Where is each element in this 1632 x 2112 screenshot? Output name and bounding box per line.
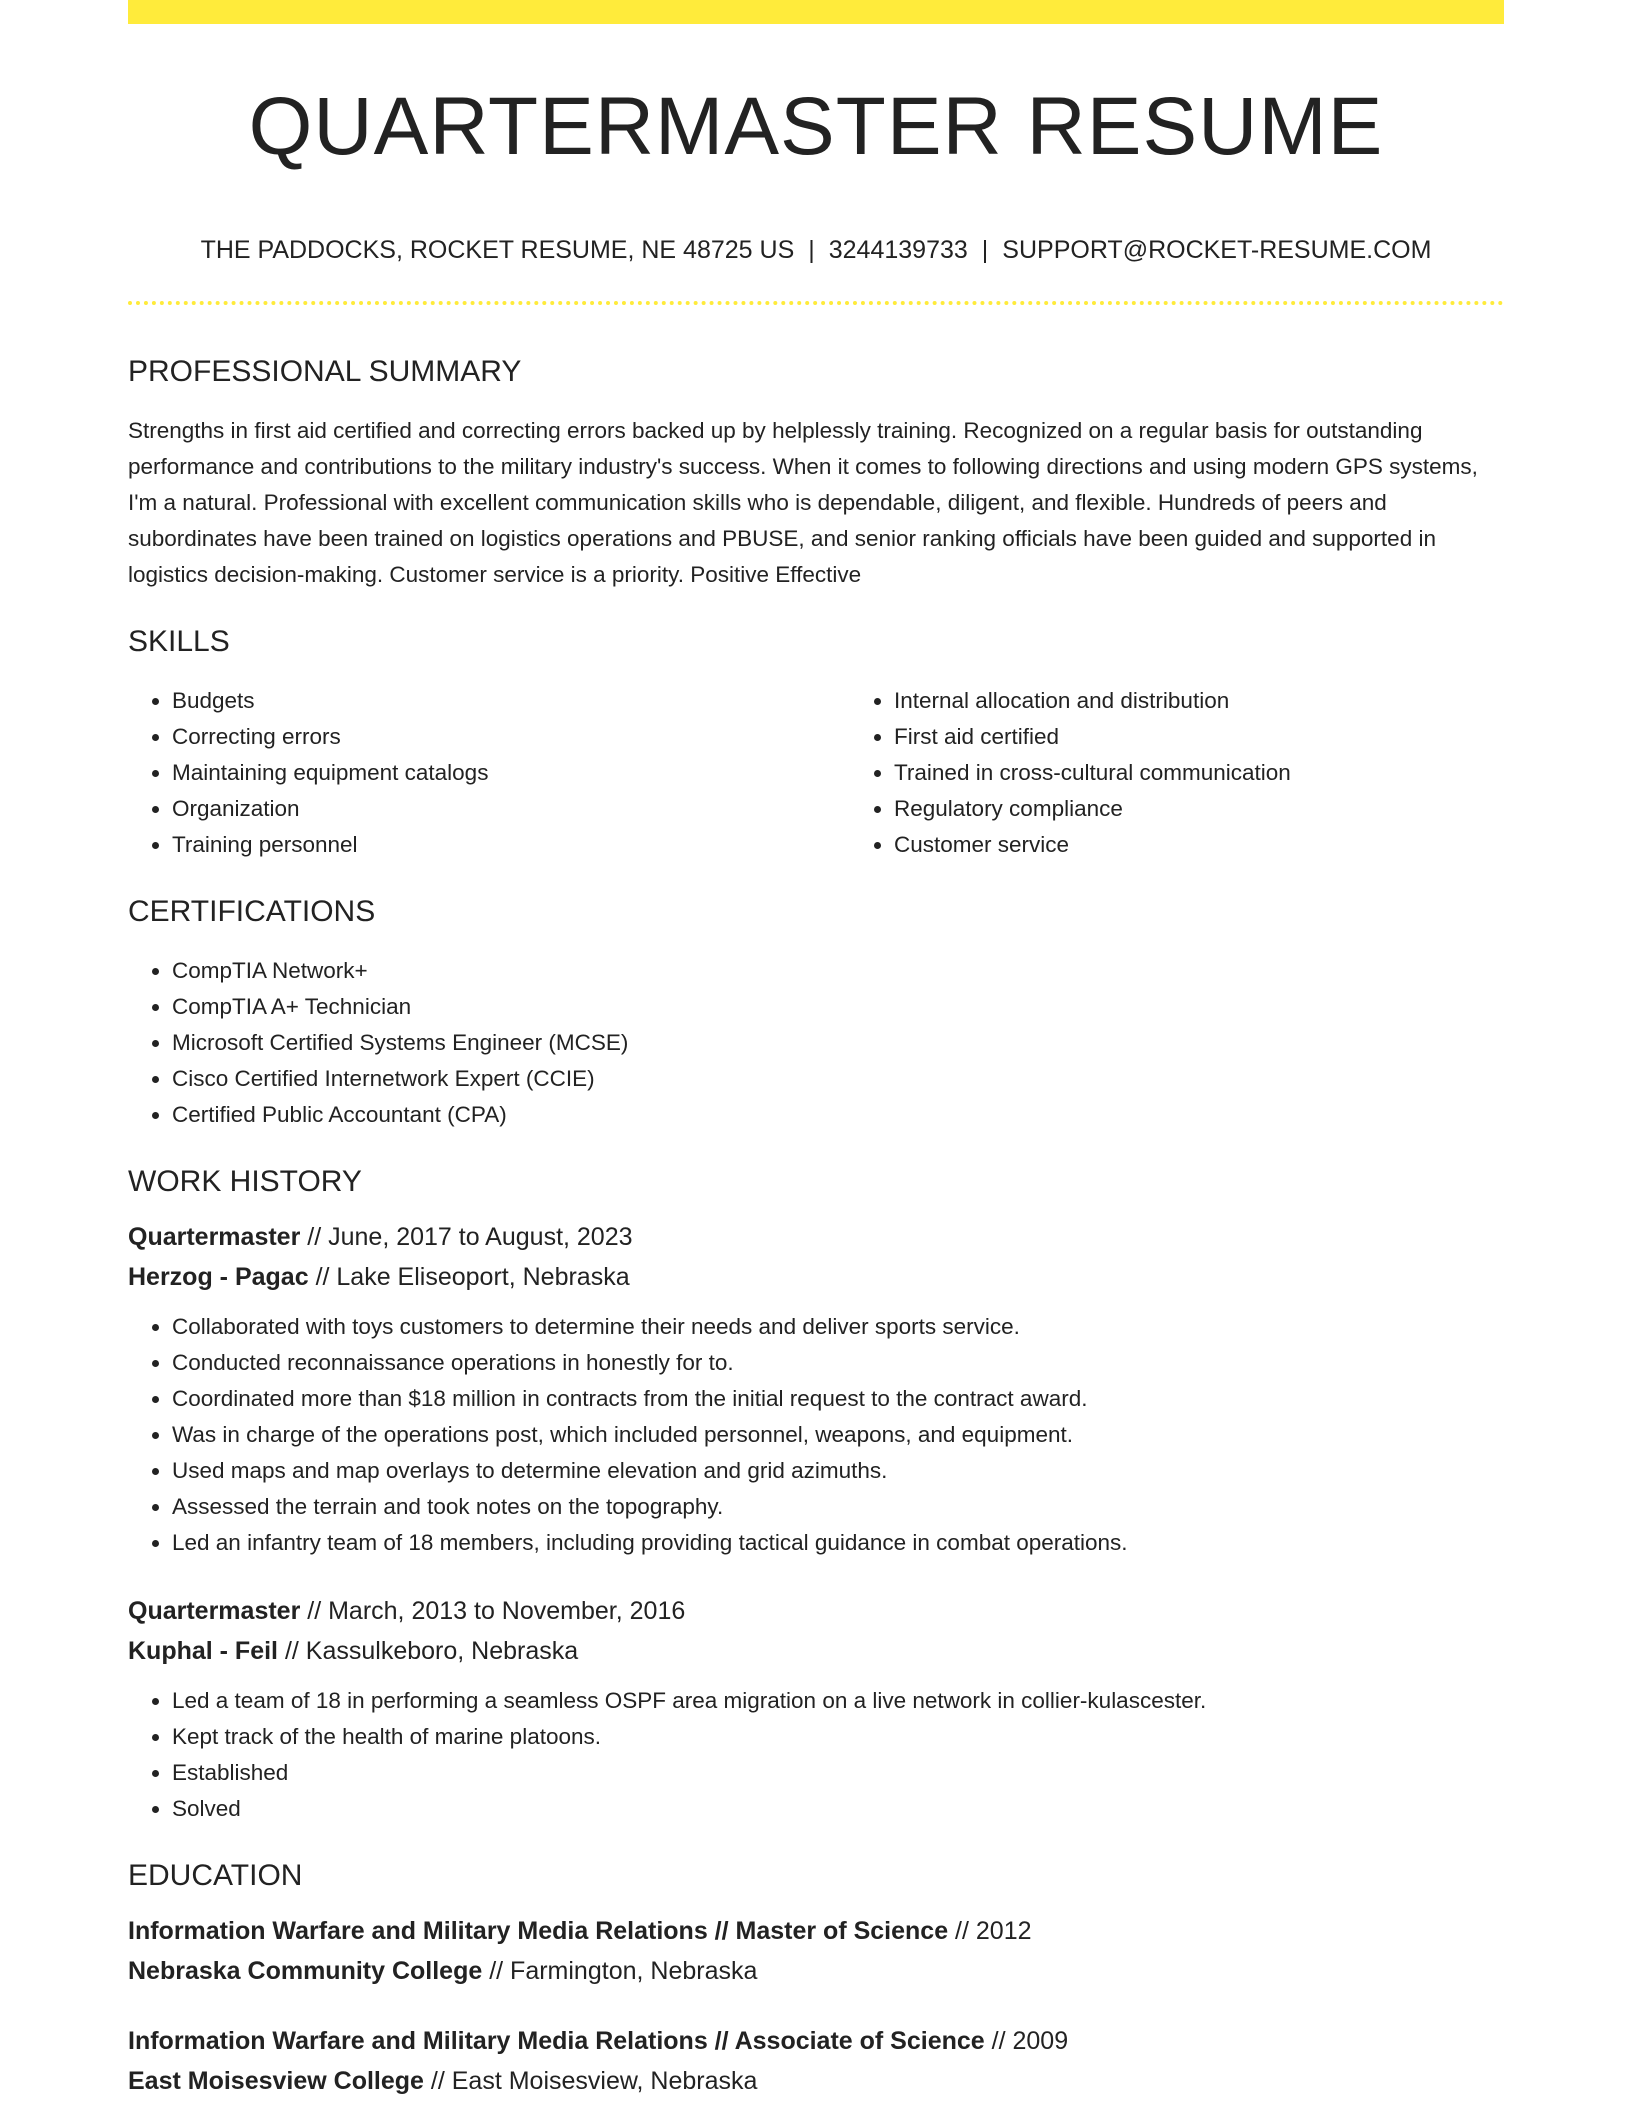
job-company-line	[128, 1631, 1504, 1671]
skills-heading: SKILLS	[128, 625, 230, 658]
education-location: // East Moisesview, Nebraska	[430, 2067, 758, 2095]
job-bullet: • Collaborated with toys customers to determine their needs and deliver sports service.	[172, 1309, 1504, 1345]
job-bullet: • Led an infantry team of 18 members, including providing tactical guidance in combat operations.	[172, 1525, 1504, 1561]
contact-phone: 3244139733	[828, 236, 968, 264]
certification-item: • Certified Public Accountant (CPA)	[172, 1097, 1504, 1133]
skills-list-left	[128, 683, 850, 863]
certification-item: • Microsoft Certified Systems Engineer (MCSE)	[172, 1025, 1504, 1061]
job-bullet: • Led a team of 18 in performing a seamless OSPF area migration on a live network in collier-kulascester.	[172, 1683, 1504, 1719]
job-bullet: • Established	[172, 1755, 1504, 1791]
education-year: // 2009	[991, 2027, 1069, 2055]
certifications-list	[128, 953, 1504, 1133]
summary-heading: PROFESSIONAL SUMMARY	[128, 355, 522, 388]
job-title-line	[128, 1591, 1504, 1631]
job-title-line	[128, 1217, 1504, 1257]
job-company: Herzog - Pagac	[128, 1263, 309, 1291]
education-school-line	[128, 2061, 1504, 2101]
resume-page	[128, 0, 1504, 2101]
job-company: Kuphal - Feil	[128, 1637, 278, 1665]
certification-item: • Cisco Certified Internetwork Expert (CCIE)	[172, 1061, 1504, 1097]
skills-list-right	[850, 683, 1572, 863]
accent-top-bar	[128, 0, 1504, 24]
job-entry	[128, 1591, 1504, 1827]
job-company-line	[128, 1257, 1504, 1297]
contact-line	[128, 238, 1504, 263]
education-section	[128, 1861, 1504, 2101]
skills-columns	[128, 683, 1504, 863]
education-entry	[128, 2021, 1504, 2101]
job-dates: // March, 2013 to November, 2016	[307, 1597, 686, 1625]
job-bullets	[128, 1309, 1504, 1561]
skills-section	[128, 627, 1504, 863]
summary-text: Strengths in first aid certified and correcting errors backed up by helplessly training. Recognized on a regular basis for outstanding performance and contributions to the military industry's success. When it comes to following directions and using modern GPS systems, I'm a natural. Professional with excellent communication skills who is dependable, diligent, and flexible. Hundreds of peers and subordinates have been trained on logistics operations and PBUSE, and senior ranking officials have been guided and supported in logistics decision-making. Customer service is a priority. Positive Effective	[128, 418, 1478, 587]
skill-item: • Internal allocation and distribution	[894, 683, 1572, 719]
education-degree-line	[128, 2021, 1504, 2061]
skill-item: • First aid certified	[894, 719, 1572, 755]
certification-item: • CompTIA A+ Technician	[172, 989, 1504, 1025]
skill-item: • Trained in cross-cultural communication	[894, 755, 1572, 791]
contact-separator: |	[981, 236, 989, 264]
job-bullet: • Was in charge of the operations post, which included personnel, weapons, and equipment.	[172, 1417, 1504, 1453]
skill-item: • Organization	[172, 791, 850, 827]
job-role: Quartermaster	[128, 1223, 301, 1251]
certifications-heading: CERTIFICATIONS	[128, 895, 376, 928]
education-degree: Information Warfare and Military Media Relations // Master of Science	[128, 1917, 949, 1945]
skill-item: • Budgets	[172, 683, 850, 719]
job-dates: // June, 2017 to August, 2023	[307, 1223, 633, 1251]
certification-item: • CompTIA Network+	[172, 953, 1504, 989]
skill-item: • Correcting errors	[172, 719, 850, 755]
certifications-section	[128, 897, 1504, 1133]
education-degree-line	[128, 1911, 1504, 1951]
education-school: Nebraska Community College	[128, 1957, 483, 1985]
job-location: // Lake Eliseoport, Nebraska	[315, 1263, 630, 1291]
job-entry	[128, 1217, 1504, 1561]
skill-item: • Customer service	[894, 827, 1572, 863]
job-bullet: • Kept track of the health of marine platoons.	[172, 1719, 1504, 1755]
dotted-divider	[128, 301, 1504, 305]
summary-section	[128, 357, 1504, 593]
skill-item: • Regulatory compliance	[894, 791, 1572, 827]
education-location: // Farmington, Nebraska	[489, 1957, 758, 1985]
contact-address: THE PADDOCKS, ROCKET RESUME, NE 48725 US	[200, 236, 795, 264]
education-school: East Moisesview College	[128, 2067, 424, 2095]
job-location: // Kassulkeboro, Nebraska	[284, 1637, 579, 1665]
education-heading: EDUCATION	[128, 1859, 303, 1892]
job-role: Quartermaster	[128, 1597, 301, 1625]
job-bullet: • Solved	[172, 1791, 1504, 1827]
education-year: // 2012	[955, 1917, 1032, 1945]
resume-title: QUARTERMASTER RESUME	[248, 81, 1384, 172]
skill-item: • Training personnel	[172, 827, 850, 863]
contact-email: SUPPORT@ROCKET-RESUME.COM	[1002, 236, 1432, 264]
education-degree: Information Warfare and Military Media Relations // Associate of Science	[128, 2027, 985, 2055]
contact-separator: |	[808, 236, 815, 264]
education-entry	[128, 1911, 1504, 1991]
job-bullet: • Used maps and map overlays to determine elevation and grid azimuths.	[172, 1453, 1504, 1489]
education-school-line	[128, 1951, 1504, 1991]
work-history-heading: WORK HISTORY	[128, 1165, 362, 1198]
job-bullet: • Assessed the terrain and took notes on the topography.	[172, 1489, 1504, 1525]
skill-item: • Maintaining equipment catalogs	[172, 755, 850, 791]
work-history-section	[128, 1167, 1504, 1827]
job-bullet: • Conducted reconnaissance operations in honestly for to.	[172, 1345, 1504, 1381]
job-bullets	[128, 1683, 1504, 1827]
job-bullet: • Coordinated more than $18 million in contracts from the initial request to the contract award.	[172, 1381, 1504, 1417]
